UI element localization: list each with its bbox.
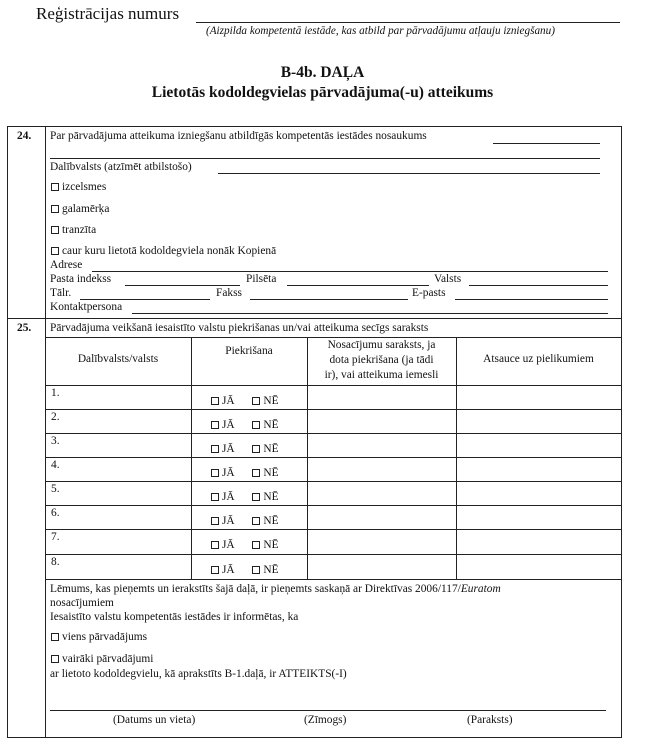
city-field[interactable] (287, 285, 429, 286)
option-origin[interactable] (51, 181, 106, 193)
option-entry[interactable] (51, 245, 276, 257)
section-24-number: 24. (17, 130, 32, 142)
no-checkbox-icon[interactable] (252, 566, 260, 574)
no-checkbox-icon[interactable] (252, 493, 260, 501)
table-col-divider-3 (456, 337, 457, 579)
authority-field-line-2[interactable] (50, 158, 600, 159)
decision-euratom: Euratom (460, 583, 501, 595)
address-label: Adrese (50, 259, 83, 271)
no-checkbox-icon[interactable] (252, 445, 260, 453)
authority-label: Par pārvadājuma atteikuma izniegšanu atbildīgās kompetentās iestādes nosaukums (50, 130, 427, 142)
signature-line[interactable] (50, 710, 606, 711)
table-top (45, 337, 621, 338)
authority-field[interactable] (493, 143, 600, 144)
country-field[interactable] (469, 285, 608, 286)
date-place-label: (Datums un vieta) (113, 714, 196, 726)
consent-choice[interactable] (211, 564, 279, 576)
row-separator (45, 529, 621, 530)
column-header-conditions-3: ir), vai atteikuma iemesli (324, 369, 439, 381)
yes-checkbox-icon[interactable] (211, 493, 219, 501)
no-checkbox-icon[interactable] (252, 541, 260, 549)
option-single-shipment[interactable] (51, 631, 147, 643)
consent-choice[interactable] (211, 467, 279, 479)
yes-label: JĀ (222, 419, 235, 431)
yes-label: JĀ (222, 564, 235, 576)
form-left-border (7, 126, 8, 738)
table-col-divider-1 (191, 337, 192, 579)
no-label: NĒ (263, 515, 279, 527)
signature-label: (Paraksts) (467, 714, 513, 726)
row-separator (45, 433, 621, 434)
postcode-label: Pasta indekss (50, 273, 112, 285)
consent-choice[interactable] (211, 443, 279, 455)
option-destination[interactable] (51, 203, 109, 215)
table-bottom (45, 579, 621, 580)
row-number: 5. (51, 483, 60, 495)
yes-checkbox-icon[interactable] (211, 541, 219, 549)
checkbox-icon[interactable] (51, 226, 59, 234)
decision-text (50, 583, 501, 595)
phone-label: Tālr. (50, 287, 72, 299)
yes-checkbox-icon[interactable] (211, 566, 219, 574)
option-single-label: viens pārvadājums (62, 631, 148, 643)
stamp-label: (Zīmogs) (304, 714, 347, 726)
informed-text: Iesaistīto valstu kompetentās iestādes ir informētas, ka (50, 611, 299, 623)
yes-checkbox-icon[interactable] (211, 397, 219, 405)
table-header-bottom (45, 385, 621, 386)
yes-checkbox-icon[interactable] (211, 517, 219, 525)
no-checkbox-icon[interactable] (252, 517, 260, 525)
row-number: 7. (51, 531, 60, 543)
member-state-label: Dalībvalsts (atzīmēt atbilstošo) (50, 161, 192, 173)
email-label: E-pasts (412, 287, 446, 299)
option-transit[interactable] (51, 224, 96, 236)
yes-label: JĀ (222, 443, 235, 455)
row-separator (45, 457, 621, 458)
no-checkbox-icon[interactable] (252, 469, 260, 477)
email-field[interactable] (455, 299, 608, 300)
row-number: 3. (51, 435, 60, 447)
decision-text-2: nosacījumiem (50, 597, 114, 609)
checkbox-icon[interactable] (51, 205, 59, 213)
option-transit-label: tranzīta (62, 224, 97, 236)
postcode-field[interactable] (125, 285, 240, 286)
section-25-number: 25. (17, 322, 32, 334)
yes-checkbox-icon[interactable] (211, 421, 219, 429)
consent-choice[interactable] (211, 419, 279, 431)
checkbox-icon[interactable] (51, 183, 59, 191)
column-header-conditions-2: dota piekrišana (ja tādi (329, 354, 434, 366)
contact-field[interactable] (132, 313, 608, 314)
yes-checkbox-icon[interactable] (211, 469, 219, 477)
option-multiple-shipments[interactable] (51, 653, 153, 665)
fax-label: Fakss (216, 287, 242, 299)
column-header-state: Dalībvalsts/valsts (77, 353, 159, 365)
option-origin-label: izcelsmes (62, 181, 107, 193)
row-number: 2. (51, 411, 60, 423)
city-label: Pilsēta (246, 273, 277, 285)
row-number: 6. (51, 507, 60, 519)
consent-choice[interactable] (211, 395, 279, 407)
row-separator (45, 505, 621, 506)
option-destination-label: galamērķa (62, 203, 110, 215)
yes-checkbox-icon[interactable] (211, 445, 219, 453)
column-header-conditions-1: Nosacījumu saraksts, ja (327, 339, 436, 351)
checkbox-icon[interactable] (51, 655, 59, 663)
yes-label: JĀ (222, 515, 235, 527)
form-bottom-border (7, 737, 622, 738)
decision-text-1: Lēmums, kas pieņemts un ierakstīts šajā daļā, ir pieņemts saskaņā ar Direktīvas 2006/117/ (50, 583, 461, 595)
no-label: NĒ (263, 443, 279, 455)
checkbox-icon[interactable] (51, 247, 59, 255)
consent-choice[interactable] (211, 539, 279, 551)
consent-choice[interactable] (211, 515, 279, 527)
form-top-border (7, 126, 622, 127)
row-separator (45, 481, 621, 482)
yes-label: JĀ (222, 395, 235, 407)
section-25-intro: Pārvadājuma veikšanā iesaistīto valstu piekrišanas un/vai atteikuma secīgs saraksts (50, 322, 429, 334)
row-number: 4. (51, 459, 60, 471)
member-state-field[interactable] (218, 173, 600, 174)
no-label: NĒ (263, 467, 279, 479)
fax-field[interactable] (250, 299, 408, 300)
address-field[interactable] (92, 271, 608, 272)
phone-field[interactable] (80, 299, 210, 300)
no-label: NĒ (263, 491, 279, 503)
no-label: NĒ (263, 395, 279, 407)
row-number: 1. (51, 387, 60, 399)
yes-label: JĀ (222, 539, 235, 551)
registration-label: Reģistrācijas numurs (36, 4, 180, 23)
part-title: Lietotās kodoldegvielas pārvadājuma(-u) atteikums (151, 84, 494, 101)
yes-label: JĀ (222, 491, 235, 503)
column-header-consent: Piekrišana (225, 345, 273, 357)
no-checkbox-icon[interactable] (252, 397, 260, 405)
column-header-reference: Atsauce uz pielikumiem (483, 353, 594, 365)
part-heading: B-4b. DAĻA (280, 64, 365, 81)
row-separator (45, 409, 621, 410)
row-separator (45, 554, 621, 555)
registration-note: (Aizpilda kompetentā iestāde, kas atbild par pārvadājumu atļauju izniegšanu) (206, 25, 555, 37)
section-divider (7, 318, 622, 319)
no-label: NĒ (263, 419, 279, 431)
contact-label: Kontaktpersona (50, 301, 123, 313)
registration-number-field[interactable] (196, 22, 620, 23)
option-multiple-label: vairāki pārvadājumi (62, 653, 154, 665)
refused-text: ar lietoto kodoldegvielu, kā aprakstīts B-1.daļā, ir ATTEIKTS(-I) (50, 668, 347, 680)
number-column-divider (45, 126, 46, 738)
row-number: 8. (51, 556, 60, 568)
option-entry-label: caur kuru lietotā kodoldegviela nonāk Kopienā (62, 245, 277, 257)
no-label: NĒ (263, 539, 279, 551)
consent-choice[interactable] (211, 491, 279, 503)
no-checkbox-icon[interactable] (252, 421, 260, 429)
yes-label: JĀ (222, 467, 235, 479)
no-label: NĒ (263, 564, 279, 576)
form-right-border (621, 126, 622, 738)
country-label: Valsts (434, 273, 462, 285)
checkbox-icon[interactable] (51, 633, 59, 641)
